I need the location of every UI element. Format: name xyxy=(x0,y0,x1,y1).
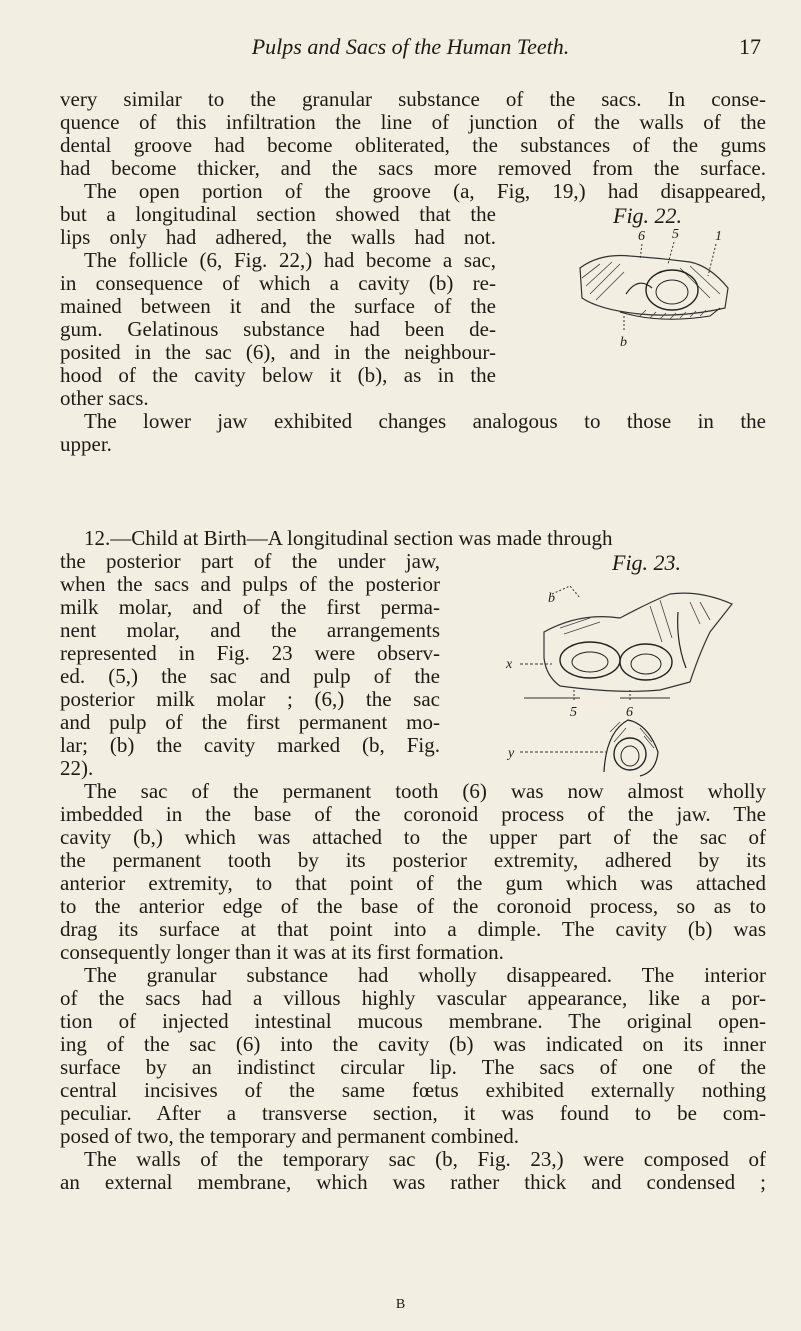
text-line: tion of injected intestinal mucous membrane. The original open- xyxy=(60,1009,766,1033)
signature-mark: B xyxy=(395,1297,406,1312)
text-line: upper. xyxy=(60,432,112,456)
text-line: nent molar, and the arrangements xyxy=(60,618,440,642)
running-head xyxy=(60,34,761,64)
running-title: Pulps and Sacs of the Human Teeth. xyxy=(251,34,570,59)
fig22-label-1: 1 xyxy=(715,229,722,244)
text-line: other sacs. xyxy=(60,386,149,410)
fig23-label-x: x xyxy=(506,657,513,672)
text-line: posterior milk molar ; (6,) the sac xyxy=(60,687,440,711)
text-line: quence of this infiltration the line of junction of the walls of the xyxy=(60,110,766,134)
fig22-label-b: b xyxy=(620,335,627,348)
text-line: The follicle (6, Fig. 22,) had become a sac, xyxy=(84,248,496,272)
text-line: the posterior part of the under jaw, xyxy=(60,549,440,573)
text-line: lar; (b) the cavity marked (b, Fig. xyxy=(60,733,440,757)
fig23-label-b: b xyxy=(548,591,555,606)
figure-22-caption: Fig. 22. xyxy=(613,203,683,228)
text-line: drag its surface at that point into a dimple. The cavity (b) was xyxy=(60,917,766,941)
section-heading-line: 12.—Child at Birth—A longitudinal section was made through xyxy=(84,526,613,550)
text-line: milk molar, and of the first perma- xyxy=(60,595,440,619)
text-line: ing of the sac (6) into the cavity (b) was indicated on its inner xyxy=(60,1032,766,1056)
text-line: imbedded in the base of the coronoid process of the jaw. The xyxy=(60,802,766,826)
fig22-label-6: 6 xyxy=(638,229,645,244)
text-line: anterior extremity, to that point of the gum which was attached xyxy=(60,871,766,895)
figure-23-illustration xyxy=(500,572,740,777)
text-line: an external membrane, which was rather thick and condensed ; xyxy=(60,1170,766,1194)
figure-22-illustration xyxy=(560,228,735,348)
text-line: consequently longer than it was at its first formation. xyxy=(60,940,504,964)
text-line: The granular substance had wholly disappeared. The interior xyxy=(84,963,766,987)
text-line: The walls of the temporary sac (b, Fig. 23,) were composed of xyxy=(84,1147,766,1171)
text-line: central incisives of the same fœtus exhibited externally nothing xyxy=(60,1078,766,1102)
figure-23-caption: Fig. 23. xyxy=(612,550,682,575)
text-line: when the sacs and pulps of the posterior xyxy=(60,572,440,596)
text-line: The lower jaw exhibited changes analogous to those in the xyxy=(84,409,766,433)
fig23-label-y: y xyxy=(508,746,515,761)
text-line: to the anterior edge of the base of the coronoid process, so as to xyxy=(60,894,766,918)
text-line: the permanent tooth by its posterior extremity, adhered by its xyxy=(60,848,766,872)
text-line: very similar to the granular substance of the sacs. In conse- xyxy=(60,87,766,111)
fig23-label-5: 5 xyxy=(570,705,577,720)
text-line: dental groove had become obliterated, the substances of the gums xyxy=(60,133,766,157)
fig22-label-5: 5 xyxy=(672,228,679,242)
page-number: 17 xyxy=(739,34,761,59)
text-line: represented in Fig. 23 were observ- xyxy=(60,641,440,665)
text-line: of the sacs had a villous highly vascular appearance, like a por- xyxy=(60,986,766,1010)
text-line: 22). xyxy=(60,756,94,780)
text-line: gum. Gelatinous substance had been de- xyxy=(60,317,496,341)
text-line: The sac of the permanent tooth (6) was now almost wholly xyxy=(84,779,766,803)
text-line: posited in the sac (6), and in the neighbour- xyxy=(60,340,496,364)
text-line: peculiar. After a transverse section, it was found to be com- xyxy=(60,1101,766,1125)
text-line: mained between it and the surface of the xyxy=(60,294,496,318)
text-line: cavity (b,) which was attached to the upper part of the sac of xyxy=(60,825,766,849)
fig23-label-6: 6 xyxy=(626,705,633,720)
text-line: The open portion of the groove (a, Fig, 19,) had disappeared, xyxy=(84,179,766,203)
text-line: hood of the cavity below it (b), as in the xyxy=(60,363,496,387)
text-line: in consequence of which a cavity (b) re- xyxy=(60,271,496,295)
text-line: had become thicker, and the sacs more removed from the surface. xyxy=(60,156,766,180)
text-line: lips only had adhered, the walls had not. xyxy=(60,225,496,249)
text-line: but a longitudinal section showed that the xyxy=(60,202,496,226)
text-line: and pulp of the first permanent mo- xyxy=(60,710,440,734)
text-line: posed of two, the temporary and permanent combined. xyxy=(60,1124,519,1148)
text-line: surface by an indistinct circular lip. The sacs of one of the xyxy=(60,1055,766,1079)
text-line: ed. (5,) the sac and pulp of the xyxy=(60,664,440,688)
